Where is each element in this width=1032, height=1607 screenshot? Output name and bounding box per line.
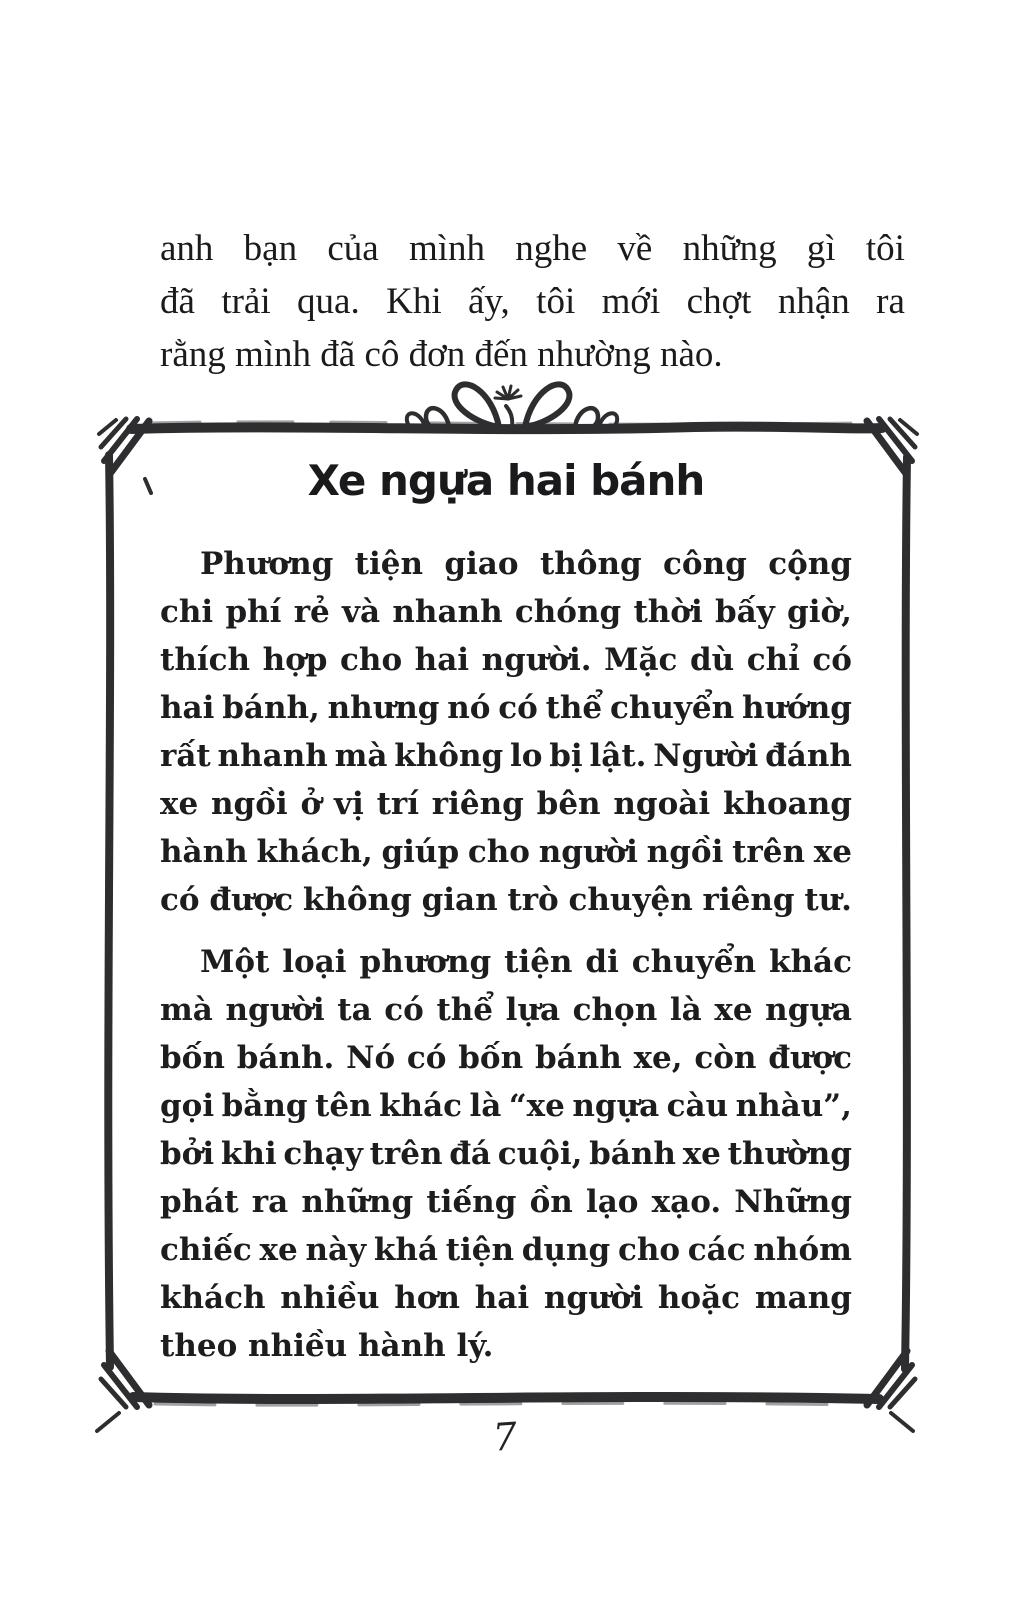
text-line: gọi bằng tên khác là “xe ngựa càu nhàu”, bbox=[160, 1088, 852, 1124]
text-line: bởi khi chạy trên đá cuội, bánh xe thường bbox=[160, 1136, 852, 1172]
text-line: thích hợp cho hai người. Mặc dù chỉ có bbox=[160, 642, 852, 678]
text-line: khách nhiều hơn hai người hoặc mang bbox=[160, 1280, 852, 1316]
frame-border-left bbox=[108, 455, 110, 1367]
text-line: hành khách, giúp cho người ngồi trên xe bbox=[160, 834, 852, 870]
infobox-title: Xe ngựa hai bánh bbox=[307, 456, 705, 505]
intro-paragraph bbox=[160, 222, 905, 381]
corner-hatch-bottom-left bbox=[97, 1351, 149, 1431]
text-line: hai bánh, nhưng nó có thể chuyển hướng bbox=[160, 690, 852, 726]
infobox bbox=[160, 452, 852, 1384]
frame-border-right bbox=[905, 457, 907, 1369]
infobox-paragraph bbox=[160, 540, 852, 924]
text-line: chi phí rẻ và nhanh chóng thời bấy giờ, bbox=[160, 594, 852, 630]
text-line: đã trải qua. Khi ấy, tôi mới chợt nhận ra bbox=[160, 281, 905, 322]
text-line: Một loại phương tiện di chuyển khác bbox=[200, 944, 852, 980]
text-line: Phương tiện giao thông công cộng bbox=[200, 546, 852, 582]
text-line: rằng mình đã cô đơn đến nhường nào. bbox=[160, 334, 723, 375]
text-line: theo nhiều hành lý. bbox=[160, 1328, 494, 1364]
frame-border-top bbox=[131, 427, 882, 430]
text-line: có được không gian trò chuyện riêng tư. bbox=[160, 882, 852, 918]
text-line: rất nhanh mà không lo bị lật. Người đánh bbox=[160, 738, 852, 774]
page-number: 7 bbox=[491, 1414, 519, 1460]
infobox-paragraph bbox=[160, 938, 852, 1370]
flower-icon bbox=[495, 386, 521, 399]
text-line: chiếc xe này khá tiện dụng cho các nhóm bbox=[160, 1232, 852, 1268]
text-line: bốn bánh. Nó có bốn bánh xe, còn được bbox=[160, 1040, 852, 1076]
text-line: anh bạn của mình nghe về những gì tôi bbox=[160, 228, 905, 269]
text-line: xe ngồi ở vị trí riêng bên ngoài khoang bbox=[160, 786, 852, 822]
text-line: phát ra những tiếng ồn lạo xạo. Những bbox=[160, 1184, 852, 1220]
text-line: mà người ta có thể lựa chọn là xe ngựa bbox=[160, 992, 852, 1028]
